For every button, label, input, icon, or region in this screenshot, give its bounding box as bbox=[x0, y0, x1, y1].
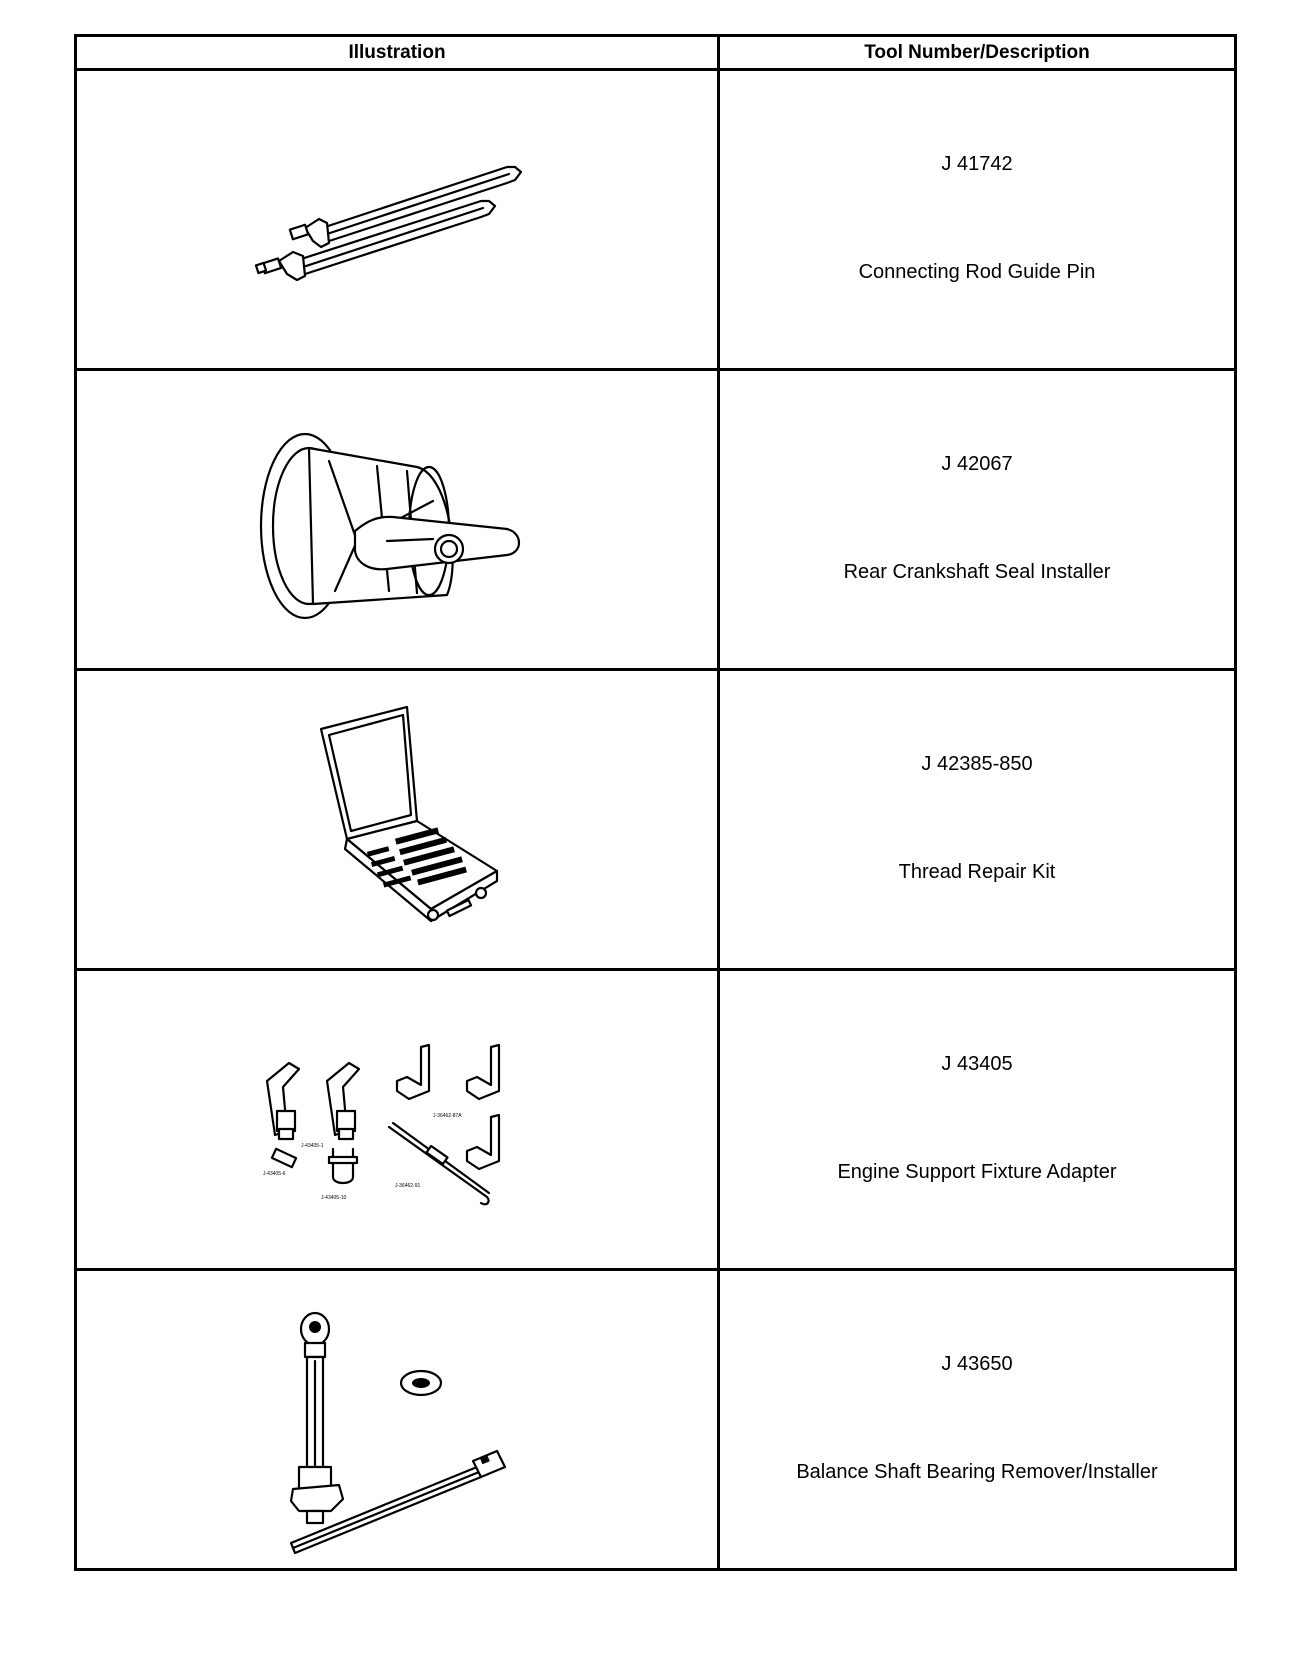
fixture-label: J-36462-91 bbox=[395, 1183, 421, 1189]
fixture-label: J-36462-87A bbox=[433, 1113, 462, 1119]
guide-pin-icon bbox=[77, 71, 717, 368]
tool-description: Engine Support Fixture Adapter bbox=[837, 1161, 1117, 1183]
tool-number: J 42385-850 bbox=[921, 753, 1033, 775]
tool-number: J 43405 bbox=[941, 1053, 1013, 1075]
fixture-label: J-43405-1 bbox=[301, 1143, 324, 1149]
tool-table bbox=[74, 34, 1237, 1571]
table-row bbox=[77, 1271, 1234, 1571]
fixture-label: J-43405-10 bbox=[321, 1195, 347, 1201]
bearing-tool-icon bbox=[77, 1271, 717, 1568]
tool-description: Balance Shaft Bearing Remover/Installer bbox=[796, 1461, 1158, 1483]
thread-repair-kit-icon bbox=[77, 671, 717, 968]
fixture-label: J-43405-6 bbox=[263, 1171, 286, 1177]
seal-installer-icon bbox=[77, 371, 717, 668]
table-row bbox=[77, 371, 1234, 671]
tool-description: Connecting Rod Guide Pin bbox=[858, 261, 1096, 283]
tool-description: Thread Repair Kit bbox=[898, 861, 1056, 883]
tool-number: J 42067 bbox=[941, 453, 1013, 475]
table-header bbox=[77, 37, 1234, 71]
fixture-adapter-icon bbox=[77, 971, 717, 1268]
tool-number: J 41742 bbox=[941, 153, 1013, 175]
illustration-header: Illustration bbox=[348, 42, 446, 63]
table-row bbox=[77, 971, 1234, 1271]
table-row bbox=[77, 671, 1234, 971]
tool-number: J 43650 bbox=[941, 1353, 1013, 1375]
tool-description: Rear Crankshaft Seal Installer bbox=[843, 561, 1111, 583]
table-row bbox=[77, 71, 1234, 371]
description-header: Tool Number/Description bbox=[864, 42, 1090, 63]
